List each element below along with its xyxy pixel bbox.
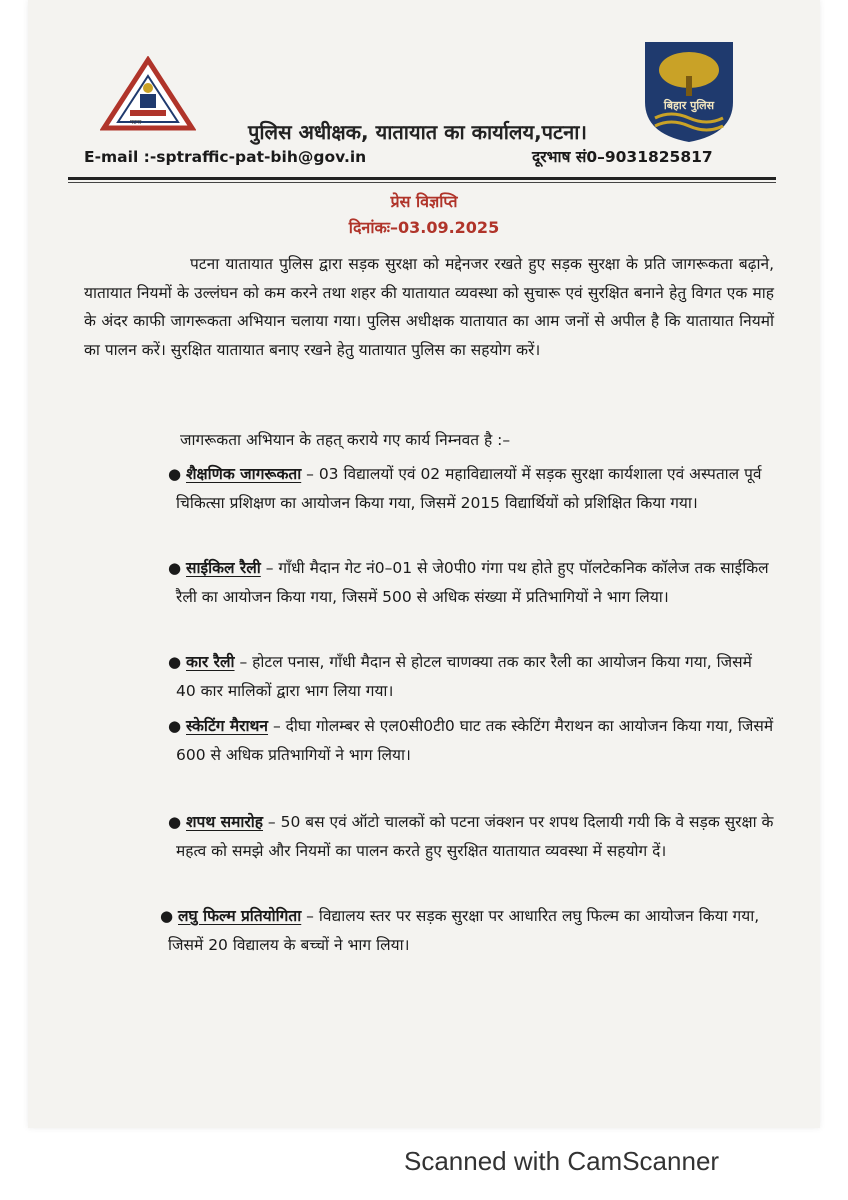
header-divider-thin [68,182,776,183]
body-paragraph: पटना यातायात पुलिस द्वारा सड़क सुरक्षा को मद्देनजर रखते हुए सड़क सुरक्षा के प्रति जागरूकता बढ़ाने, यातायात नियमों के उल्लंघन को कम करने तथा शहर की यातायात व्यवस्था को सुचारू एवं सुरक्षित बनाने हेतु विगत एक माह के अंदर काफी जागरूकता अभियान चलाया गया। पुलिस अधीक्षक यातायात का आम जनों से अपील है कि यातायात नियमों का पालन करें। सुरक्षित यातायात बनाए रखने हेतु यातायात पुलिस का सहयोग करें। [84,255,774,359]
item-label: लघु फिल्म प्रतियोगिता [178,907,302,925]
traffic-police-emblem [100,56,196,136]
list-item [168,648,776,706]
list-item [168,808,776,866]
press-release-date: दिनांकः–03.09.2025 [348,218,500,237]
bullet-icon: ● [168,717,182,735]
bullet-icon: ● [168,813,182,831]
list-item [168,712,776,770]
emblem-right-caption: बिहार पुलिस [663,99,715,112]
item-label: साईकिल रैली [186,559,261,577]
header-divider [68,177,776,180]
bihar-police-emblem [641,40,737,144]
item-label: स्केटिंग मैराथन [186,717,269,735]
bullet-icon: ● [160,907,174,925]
office-title: पुलिस अधीक्षक, यातायात का कार्यालय,पटना। [248,120,587,144]
item-text: – विद्यालय स्तर पर सड़क सुरक्षा पर आधारित लघु फिल्म का आयोजन किया गया, जिसमें 20 विद्यालय के बच्चों ने भाग लिया। [168,907,760,954]
item-label: शपथ समारोह [186,813,263,831]
item-label: कार रैली [186,653,235,671]
office-email: E-mail :-sptraffic-pat-bih@gov.in [84,148,367,166]
bullet-icon: ● [168,653,182,671]
press-release-title: प्रेस विज्ञप्ति [390,192,458,211]
bullet-icon: ● [168,465,182,483]
activities-intro: जागरूकता अभियान के तहत् कराये गए कार्य निम्नवत है :– [180,431,511,449]
item-text: – गाँधी मैदान गेट नं0–01 से जे0पी0 गंगा पथ होते हुए पॉलटेकनिक कॉलेज तक साईकिल रैली का आयोजन किया गया, जिसमें 500 से अधिक संख्या में प्रतिभागियों ने भाग लिया। [176,559,769,606]
item-text: – 50 बस एवं ऑटो चालकों को पटना जंक्शन पर शपथ दिलायी गयी कि वे सड़क सुरक्षा के महत्व को समझे और नियमों का पालन करते हुए सुरक्षित यातायात व्यवस्था में सहयोग दें। [176,813,774,860]
item-text: – दीघा गोलम्बर से एल0सी0टी0 घाट तक स्केटिंग मैराथन का आयोजन किया गया, जिसमें 600 से अधिक प्रतिभागियों ने भाग लिया। [176,717,774,764]
item-text: – 03 विद्यालयों एवं 02 महाविद्यालयों में सड़क सुरक्षा कार्यशाला एवं अस्पताल पूर्व चिकित्सा प्रशिक्षण का आयोजन किया गया, जिसमें 2015 विद्यार्थियों को प्रशिक्षित किया गया। [176,465,762,512]
bullet-icon: ● [168,559,182,577]
item-label: शैक्षणिक जागरूकता [186,465,302,483]
list-item [160,902,776,960]
list-item [168,460,776,518]
office-phone: दूरभाष सं0–9031825817 [532,148,713,166]
camscanner-watermark: Scanned with CamScanner [404,1146,720,1176]
emblem-left-caption: पटना [130,119,142,126]
item-text: – होटल पनास, गाँधी मैदान से होटल चाणक्या तक कार रैली का आयोजन किया गया, जिसमें 40 कार मालिकों द्वारा भाग लिया गया। [176,653,752,700]
list-item [168,554,776,612]
